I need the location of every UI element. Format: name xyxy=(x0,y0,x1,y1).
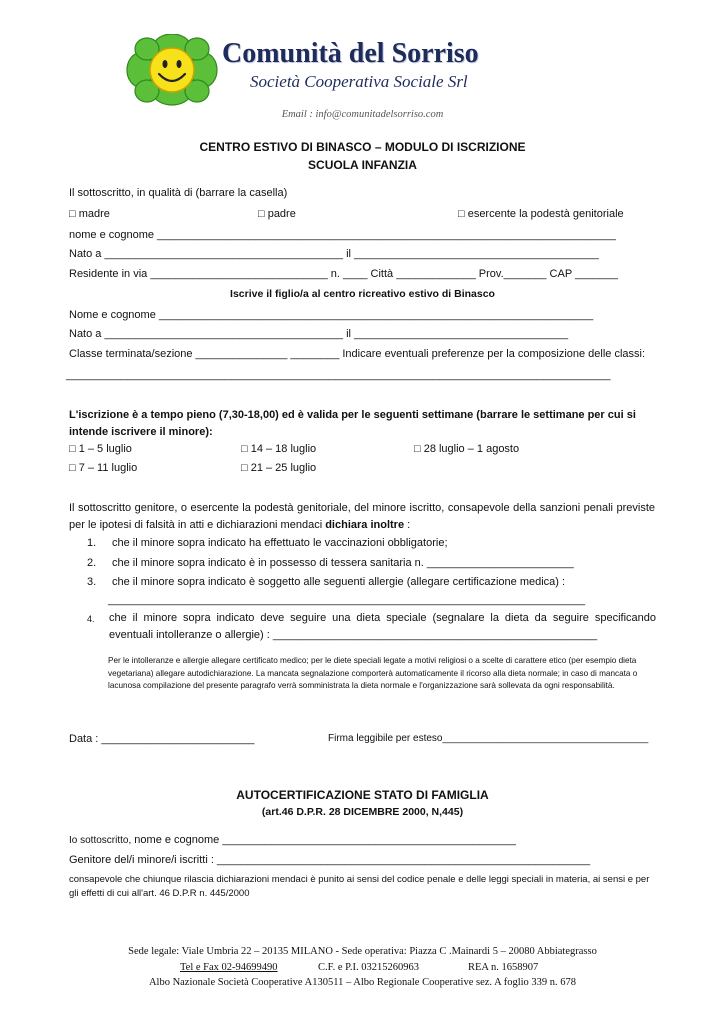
dichiara-bold: dichiara inoltre xyxy=(325,519,405,531)
footer-cf: C.F. e P.I. 03215260963 xyxy=(318,962,419,973)
intro-text: Il sottoscritto, in qualità di (barrare la casella) xyxy=(69,187,288,199)
allergie-line[interactable]: ______________________________________________________________________________ xyxy=(108,594,586,606)
form-subtitle: SCUOLA INFANZIA xyxy=(308,158,417,172)
item-number: 4. xyxy=(87,614,95,624)
week-checkbox-3[interactable]: □ 28 luglio – 1 agosto xyxy=(414,443,520,455)
item-tessera[interactable]: che il minore sopra indicato è in possesso di tessera sanitaria n. ________________________ xyxy=(112,557,574,569)
signature-field[interactable]: Firma leggibile per esteso_____________________________________ xyxy=(328,733,649,744)
footer-sede: Sede legale: Viale Umbria 22 – 20135 MILANO - Sede operativa: Piazza C .Mainardi 5 – 20080 Abbiategrasso xyxy=(128,946,597,957)
item-dieta[interactable]: che il minore sopra indicato deve seguire una dieta speciale (segnalare la dieta da seguire specificando eventuali intolleranze o allergie) : _____________________________________________________ xyxy=(109,612,656,641)
checkbox-madre[interactable]: □ madre xyxy=(69,208,110,220)
week-checkbox-2[interactable]: □ 14 – 18 luglio xyxy=(241,443,317,455)
footer-albo: Albo Nazionale Società Cooperative A130511 – Albo Regionale Cooperative sez. A foglio 339 n. 678 xyxy=(148,977,577,988)
item-number: 3. xyxy=(87,576,97,588)
auto-name-line[interactable]: nome e cognome ________________________________________________ xyxy=(131,834,517,846)
week-checkbox-1[interactable]: □ 1 – 5 luglio xyxy=(69,443,132,455)
item-allergie: che il minore sopra indicato è soggetto alle seguenti allergie (allegare certificazione medica) : xyxy=(112,576,566,588)
flower-logo-icon xyxy=(126,34,218,106)
footer-tel: Tel e Fax 02-94699490 xyxy=(180,962,278,973)
parent-birth-field[interactable]: Nato a _______________________________________ il ________________________________________ xyxy=(69,248,599,260)
checkbox-esercente[interactable]: □ esercente la podestà genitoriale xyxy=(458,208,624,220)
auto-name-field[interactable] xyxy=(69,834,516,846)
footer-rea: REA n. 1658907 xyxy=(468,962,539,973)
week-checkbox-5[interactable]: □ 21 – 25 luglio xyxy=(241,462,317,474)
consapevole-text: consapevole che chiunque rilascia dichiarazioni mendaci è punito ai sensi del codice penale e delle leggi speciali in materia, ai sensi e per gli effetti di cui all'art. 46 D.P.R n. 445/2000 xyxy=(69,874,650,899)
email-line xyxy=(0,109,725,120)
dichiara-paragraph xyxy=(69,500,655,534)
date-field[interactable]: Data : _________________________ xyxy=(69,733,255,745)
item-number: 1. xyxy=(87,537,97,549)
tempo-pieno-text: L'iscrizione è a tempo pieno (7,30-18,00) ed è valida per le seguenti settimane (barrare le settimane per cui si intende iscrivere il minore): xyxy=(69,409,636,438)
genitore-field[interactable]: Genitore del/i minore/i iscritti : _____________________________________________________________ xyxy=(69,854,591,866)
parent-name-field[interactable]: nome e cognome ___________________________________________________________________________ xyxy=(69,229,616,241)
class-field[interactable]: Classe terminata/sezione _______________ ________ Indicare eventuali preferenze per la composizione delle classi: xyxy=(69,348,646,360)
class-preferences-line[interactable]: _________________________________________________________________________________________ xyxy=(66,369,611,381)
item-vaccinazioni: che il minore sopra indicato ha effettuato le vaccinazioni obbligatorie; xyxy=(112,537,448,549)
email-text: Email : info@comunitadelsorriso.com xyxy=(281,109,444,120)
form-title: CENTRO ESTIVO DI BINASCO – MODULO DI ISCRIZIONE xyxy=(199,140,526,154)
dichiara-text: Il sottoscritto genitore, o esercente la podestà genitoriale, del minore iscritto, consapevole della sanzioni penali previste per le ipotesi di falsità in atti e dichiarazioni mendaci xyxy=(69,502,655,531)
dichiara-end: : xyxy=(404,519,411,531)
iscrive-heading: Iscrive il figlio/a al centro ricreativo estivo di Binasco xyxy=(230,288,495,300)
auto-prefix: Io sottoscritto, xyxy=(69,835,132,846)
child-name-field[interactable]: Nome e cognome _______________________________________________________________________ xyxy=(69,309,594,321)
week-checkbox-4[interactable]: □ 7 – 11 luglio xyxy=(69,462,138,474)
auto-title: AUTOCERTIFICAZIONE STATO DI FAMIGLIA xyxy=(236,788,489,802)
auto-subtitle: (art.46 D.P.R. 28 DICEMBRE 2000, N,445) xyxy=(261,806,464,818)
item-number: 2. xyxy=(87,557,97,569)
allergy-note: Per le intolleranze e allergie allegare certificato medico; per le diete speciali legate a motivi religiosi o a scelte di carattere etico (per esempio dieta vegetariana) allegare autodichiarazione. La mancata segnalazione comporterà automaticamente il ricorso alla dieta normale; in caso di mancata o lacunosa compilazione del presente paragrafo verrà somministrata la dieta normale e l'organizzazione sarà sollevata da ogni responsabilità. xyxy=(108,656,638,690)
address-field[interactable]: Residente in via _____________________________ n. ____ Città _____________ Prov._______ CAP _______ xyxy=(69,268,618,280)
checkbox-padre[interactable]: □ padre xyxy=(258,208,296,220)
company-name: Comunità del Sorriso xyxy=(222,38,479,69)
child-birth-field[interactable]: Nato a _______________________________________ il ___________________________________ xyxy=(69,328,569,340)
company-subtitle: Società Cooperativa Sociale Srl xyxy=(250,72,468,91)
